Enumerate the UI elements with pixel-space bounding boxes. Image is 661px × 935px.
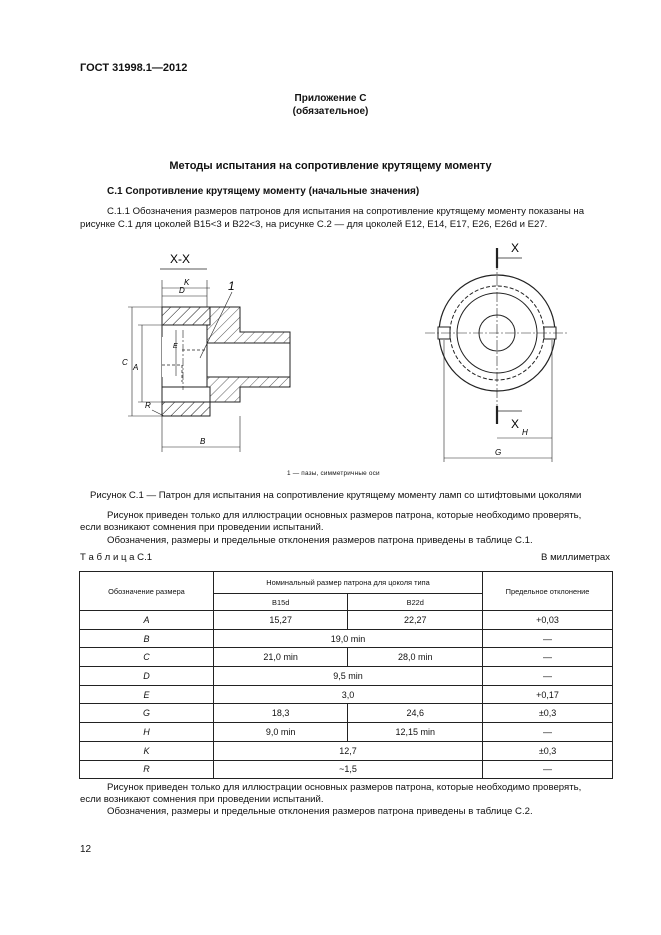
cell-name: G [80,704,214,723]
note-1-line-2: если возникают сомнения при проведении испытаний. [80,522,324,533]
paragraph-1-line-2: рисунке С.1 для цоколей B15<3 и B22<3, на рисунке С.2 — для цоколей E12, E14, E17, E26, E26d и E27. [80,219,548,230]
table-units: В миллиметрах [541,552,611,563]
note-2: Обозначения, размеры и предельные отклонения размеров патрона приведены в таблице С.1. [107,535,533,546]
cell-name: A [80,611,214,630]
cell-b15: 15,27 [213,611,348,630]
section-title: Методы испытания на сопротивление крутящему моменту [169,160,492,172]
cell-b22: 24,6 [348,704,483,723]
table-c1 [79,571,613,779]
dim-h: H [522,428,528,437]
cell-span: 3,0 [213,685,482,704]
dim-r: R [145,401,151,410]
col-b15: B15d [213,594,348,611]
cell-b15: 18,3 [213,704,348,723]
col-nominal: Номинальный размер патрона для цоколя типа [213,572,482,594]
table-row [80,629,613,648]
cell-name: E [80,685,214,704]
cell-dev: ±0,3 [483,704,613,723]
cell-b22: 28,0 min [348,648,483,667]
dim-a: A [133,363,139,372]
cell-span: 19,0 min [213,629,482,648]
cell-name: R [80,760,214,779]
cell-dev: +0,03 [483,611,613,630]
dim-e: E [173,343,178,350]
cell-dev: +0,17 [483,685,613,704]
note-4: Обозначения, размеры и предельные отклонения размеров патрона приведены в таблице С.2. [107,806,533,817]
dim-c: C [122,358,128,367]
cell-name: H [80,723,214,742]
table-row [80,667,613,686]
table-row [80,685,613,704]
cell-b22: 12,15 min [348,723,483,742]
table-row [80,704,613,723]
cell-name: B [80,629,214,648]
cell-dev: — [483,629,613,648]
dim-b: B [200,437,206,446]
x-label-bottom: X [511,417,520,431]
note-3-line-1: Рисунок приведен только для иллюстрации основных размеров патрона, которые необходимо проверять, [107,782,582,793]
cell-name: C [80,648,214,667]
cell-dev: — [483,760,613,779]
dim-g: G [495,448,502,457]
subsection-title: С.1 Сопротивление крутящему моменту (начальные значения) [107,186,420,197]
paragraph-1-line-1: С.1.1 Обозначения размеров патронов для испытания на сопротивление крутящему моменту показаны на [107,206,585,217]
figure-caption: Рисунок С.1 — Патрон для испытания на сопротивление крутящему моменту ламп со штифтовыми цоколями [90,490,582,501]
x-label-top: X [511,241,520,255]
note-1-line-1: Рисунок приведен только для иллюстрации основных размеров патрона, которые необходимо проверять, [107,510,582,521]
cell-b22: 22,27 [348,611,483,630]
col-deviation: Предельное отклонение [483,572,613,611]
dim-k: K [184,278,190,287]
cell-dev: — [483,648,613,667]
table-row [80,611,613,630]
front-view [425,241,569,462]
page-number: 12 [80,844,92,855]
table-label: Т а б л и ц а С.1 [80,552,153,563]
section-label: X-X [170,252,191,266]
cell-name: K [80,741,214,760]
table-row [80,723,613,742]
col-b22: B22d [348,594,483,611]
cell-span: 12,7 [213,741,482,760]
figure-c1 [0,230,661,490]
table-row [80,741,613,760]
cell-dev: — [483,667,613,686]
cross-section-view [122,252,290,452]
cell-b15: 21,0 min [213,648,348,667]
cell-dev: ±0,3 [483,741,613,760]
table-row [80,648,613,667]
mark-1: 1 [228,279,235,293]
appendix-title: Приложение С [294,93,367,104]
cell-span: 9,5 min [213,667,482,686]
note-3-line-2: если возникают сомнения при проведении испытаний. [80,794,324,805]
appendix-status: (обязательное) [292,106,369,117]
cell-name: D [80,667,214,686]
figure-legend: 1 — пазы, симметричные оси [287,470,380,477]
col-designation: Обозначение размера [80,572,214,611]
cell-b15: 9,0 min [213,723,348,742]
dim-d: D [179,286,185,295]
cell-span: ~1,5 [213,760,482,779]
cell-dev: — [483,723,613,742]
table-row [80,760,613,779]
document-header: ГОСТ 31998.1—2012 [80,62,188,74]
